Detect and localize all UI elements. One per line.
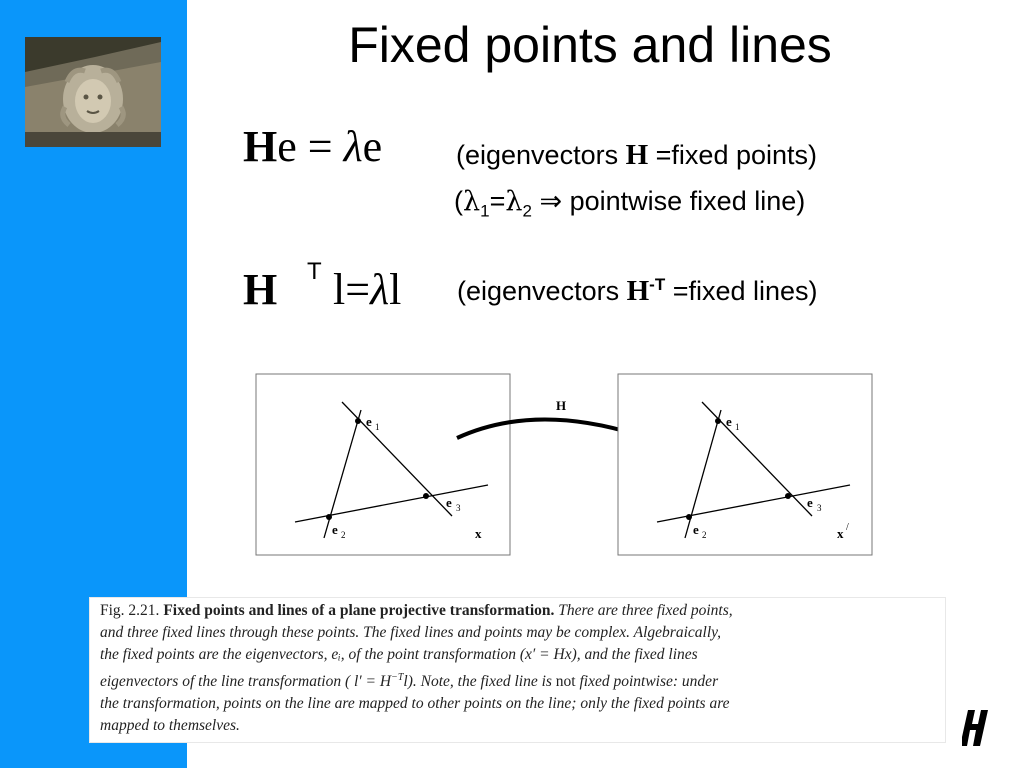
fixed-point-e1	[355, 418, 361, 424]
implies-icon: ⇒	[531, 186, 570, 216]
label-e2: e	[332, 522, 338, 537]
note-fixed-points: (eigenvectors H =fixed points)	[456, 139, 817, 171]
label-e2: e	[693, 522, 699, 537]
lambda-symbol: λ	[343, 122, 363, 171]
note-pointwise-line: ($\lambda_1=\lambda_2$ ⇒ pointwise fixed line)	[454, 186, 806, 221]
equation-fixed-points	[243, 121, 382, 172]
svg-text:/: /	[846, 522, 849, 533]
fixed-point-e2	[326, 514, 332, 520]
slide-title: Fixed points and lines	[348, 17, 832, 73]
lambda-symbol: λ	[370, 265, 390, 314]
svg-text:1: 1	[735, 422, 740, 432]
projective-transform-diagram	[250, 370, 880, 560]
note-fixed-lines: (eigenvectors $H^{-T}$ =fixed lines)	[457, 275, 818, 307]
label-H: H	[556, 398, 567, 413]
label-x: x	[475, 526, 482, 541]
equals-sign: =	[307, 122, 333, 171]
equation-fixed-lines-rhs	[333, 264, 401, 315]
label-e3: e	[807, 495, 813, 510]
label-e1: e	[726, 414, 732, 429]
label-e1: e	[366, 414, 372, 429]
vector-e: e	[277, 122, 297, 171]
caption-bold-title: Fixed points and lines of a plane projective transformation.	[163, 602, 555, 619]
svg-text:2: 2	[341, 530, 346, 540]
book-logo-icon	[962, 708, 992, 748]
figure-caption: Fig. 2.21. Fixed points and lines of a plane projective transformation. There are three fixed points, and three fixed lines through these points. The fixed lines and points may be complex. Algebraically, the fixed points are the eigenvectors, eᵢ, of the point transformation (x′ = Hx), and the fixed lines eigenvectors of the line transformation ( $l' = H^{-T}l$). Note, the fixed line is not fixed pointwise: under the transformation, points on the line are mapped to other points on the line; only the fixed points are mapped to themselves.	[90, 598, 945, 742]
left-panel	[256, 374, 510, 555]
svg-text:2: 2	[702, 530, 707, 540]
label-x-prime: x	[837, 526, 844, 541]
vector-e: e	[362, 122, 383, 171]
matrix-H: H	[243, 265, 278, 314]
vector-l: l	[333, 265, 346, 314]
equation-fixed-lines	[243, 264, 277, 315]
matrix-H: H	[243, 122, 278, 171]
right-panel	[618, 374, 872, 555]
label-e3: e	[446, 495, 452, 510]
medusa-relief-image	[25, 37, 161, 147]
figure-number: Fig. 2.21.	[100, 602, 160, 619]
svg-text:3: 3	[456, 503, 461, 513]
svg-text:1: 1	[375, 422, 380, 432]
svg-text:3: 3	[817, 503, 822, 513]
fixed-point-e1	[715, 418, 721, 424]
transpose-superscript: T	[307, 258, 322, 285]
fixed-point-e3	[423, 493, 429, 499]
fixed-point-e3	[785, 493, 791, 499]
equals-sign: =	[345, 265, 371, 314]
vector-l: l	[389, 265, 402, 314]
fixed-point-e2	[686, 514, 692, 520]
